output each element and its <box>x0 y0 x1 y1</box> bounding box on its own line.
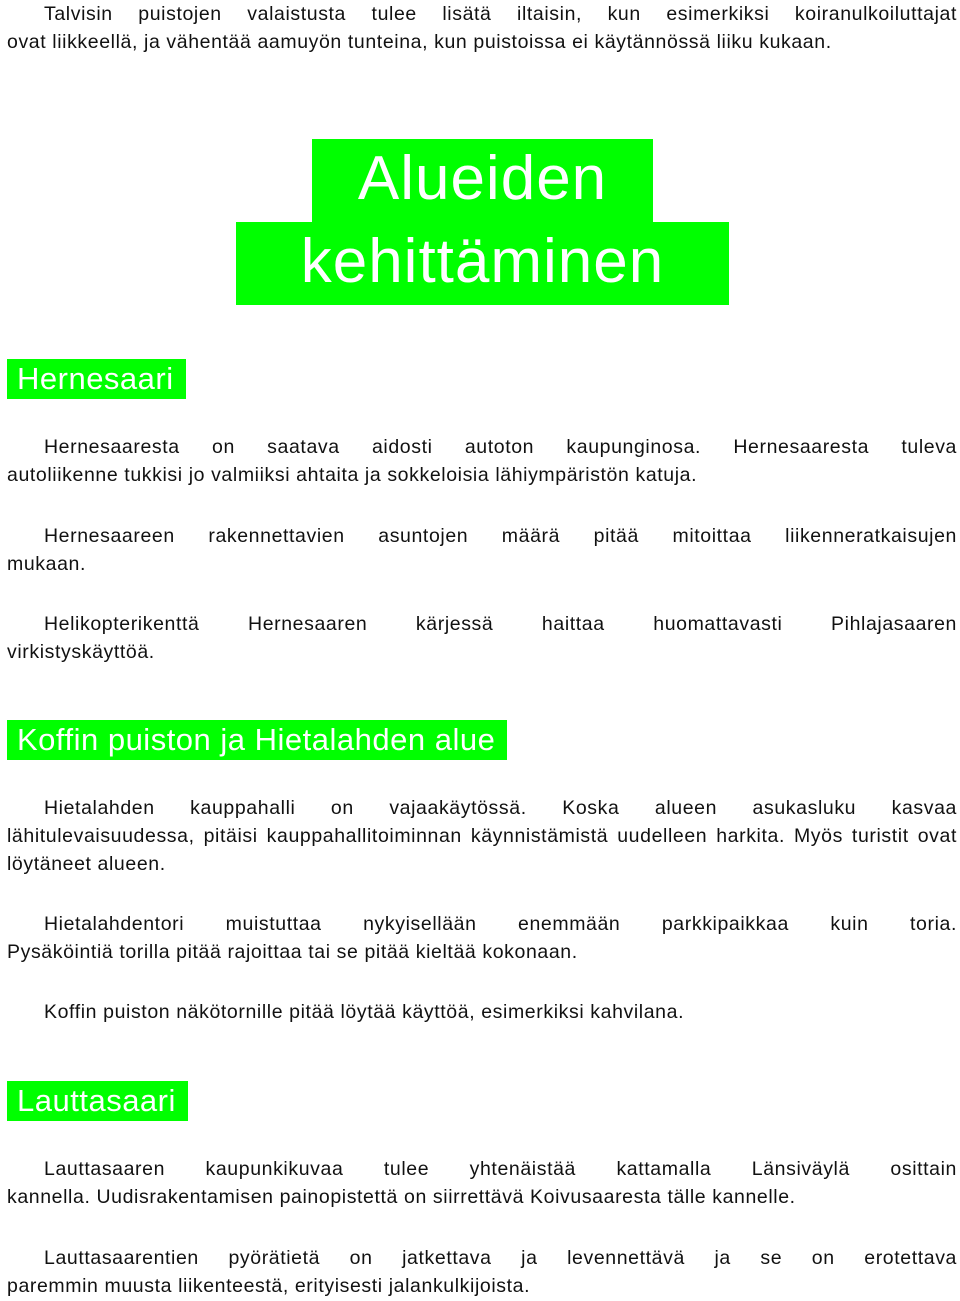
intro-rest: ovat liikkeellä, ja vähentää aamuyön tunteina, kun puistoissa ei käytännössä liiku kukaan. <box>7 31 832 53</box>
list-item: Hietalahden kauppahalli on vajaakäytössä. Koska alueen asukasluku kasvaa lähitulevaisuudessa, pitäisi kauppahallitoiminnan käynnistämistä uudelleen harkita. Myös turistit ovat löytäneet alueen. <box>7 797 957 875</box>
intro-first-line: Talvisin puistojen valaistusta tulee lisätä iltaisin, kun esimerkiksi koiranulkoiluttajat <box>44 3 957 25</box>
list-item: Lauttasaarentien pyörätietä on jatkettava ja levennettävä ja se on erotettava paremmin muusta liikenteestä, erityisesti jalankulkijoista. <box>7 1247 957 1297</box>
page-title <box>236 139 729 305</box>
section-heading-hernesaari: Hernesaari <box>7 359 186 399</box>
list-item: Hietalahdentori muistuttaa nykyisellään enemmään parkkipaikkaa kuin toria. Pysäköintiä torilla pitää rajoittaa tai se pitää kieltää kokonaan. <box>7 913 957 963</box>
section-heading-lauttasaari: Lauttasaari <box>7 1081 188 1121</box>
list-item: Helikopterikenttä Hernesaaren kärjessä haittaa huomattavasti Pihlajasaaren virkistyskäyttöä. <box>7 613 957 663</box>
title-line-2: kehittäminen <box>300 227 665 296</box>
list-item: Hernesaaresta on saatava aidosti autoton kaupunginosa. Hernesaaresta tuleva autoliikenne tukkisi jo valmiiksi ahtaita ja sokkeloisia lähiympäristön katuja. <box>7 436 957 486</box>
list-item: Hernesaareen rakennettavien asuntojen määrä pitää mitoittaa liikenneratkaisujen mukaan. <box>7 525 957 575</box>
list-item: Koffin puiston näkötornille pitää löytää käyttöä, esimerkiksi kahvilana. <box>44 1001 685 1023</box>
title-line-1: Alueiden <box>357 144 608 213</box>
intro-paragraph <box>7 0 957 56</box>
section-heading-koffin: Koffin puiston ja Hietalahden alue <box>7 720 507 760</box>
list-item: Lauttasaaren kaupunkikuvaa tulee yhtenäistää kattamalla Länsiväylä osittain kannella. Uudisrakentamisen painopistettä on siirrettävä Koivusaaresta tälle kannelle. <box>7 1158 957 1208</box>
